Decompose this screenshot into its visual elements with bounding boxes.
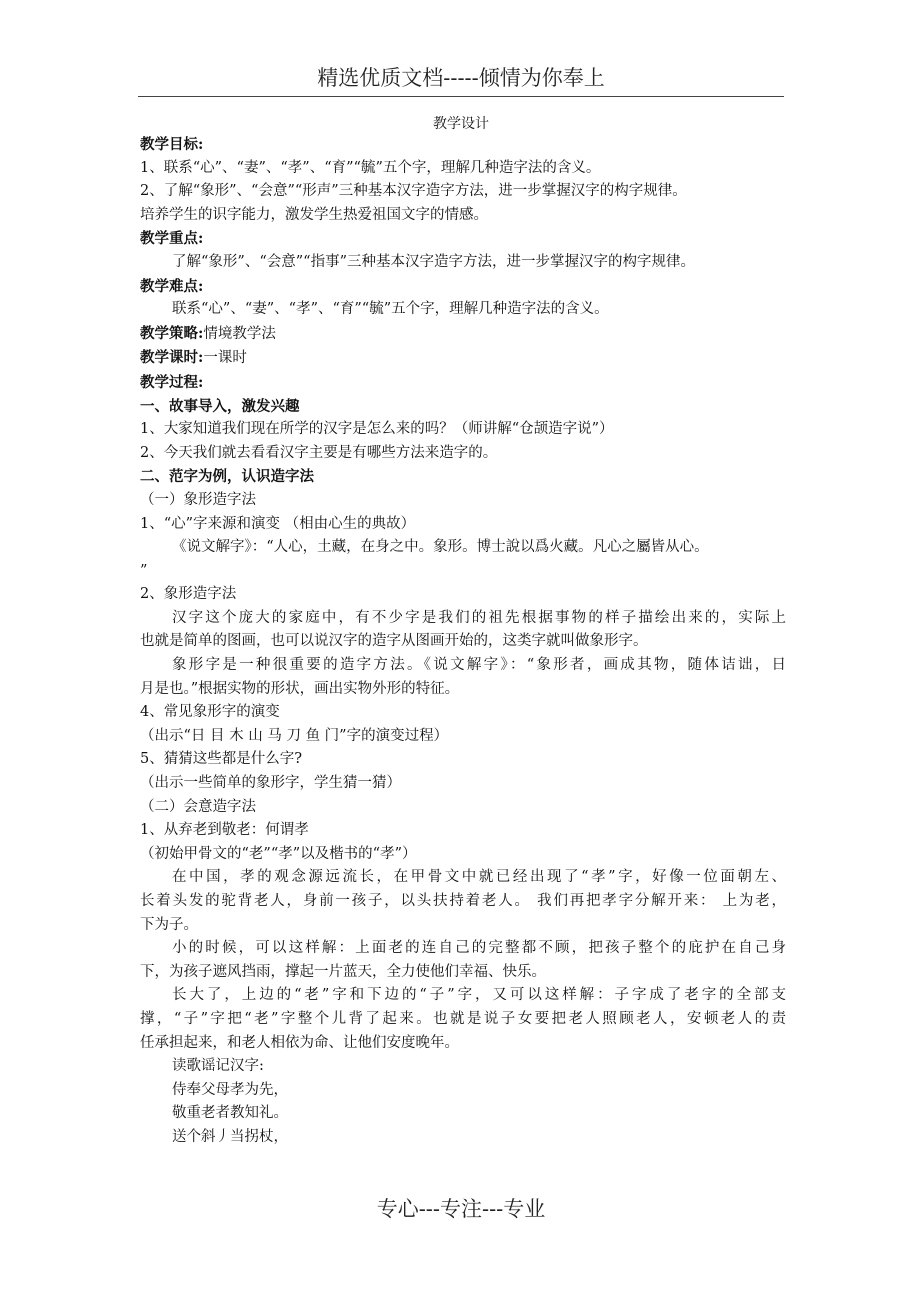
paragraph-line: 也就是简单的图画，也可以说汉字的造字从图画开始的，这类字就叫做象形字。 xyxy=(140,633,648,650)
header-divider xyxy=(138,96,784,97)
section-heading: 一、故事导入，激发兴趣 xyxy=(140,397,300,415)
page-footer: 专心---专注---专业 xyxy=(376,1197,546,1221)
song-line: 侍奉父母孝为先， xyxy=(172,1081,288,1098)
subsection-heading: （二）会意造字法 xyxy=(140,798,256,815)
paragraph-line: 在中国，孝的观念源远流长，在甲骨文中就已经出现了“孝”字，好像一位面朝左、 xyxy=(172,869,786,886)
hours-value: 一课时 xyxy=(203,350,247,367)
process-label: 教学过程: xyxy=(140,373,204,391)
goal-item: 培养学生的识字能力，激发学生热爱祖国文字的情感。 xyxy=(140,206,488,223)
strategy-value: 情境教学法 xyxy=(203,325,276,342)
hours-label: 教学课时: xyxy=(140,349,204,367)
quote-line: 《说文解字》：“人心，土藏，在身之中。象形。博士說以爲火藏。凡心之屬皆从心。 xyxy=(172,539,709,556)
key-points-label: 教学重点: xyxy=(140,230,204,248)
paragraph-line: 小的时候，可以这样解：上面老的连自己的完整都不顾，把孩子整个的庇护在自己身 xyxy=(172,940,786,957)
quote-line: ” xyxy=(140,562,148,579)
paragraph-line: 5、猜猜这些都是什么字? xyxy=(140,751,302,768)
paragraph-line: 2、象形造字法 xyxy=(140,586,237,603)
paragraph-line: 撑，“子”字把“老”字整个儿背了起来。也就是说子女要把老人照顾老人，安顿老人的责 xyxy=(140,1010,786,1027)
page-header: 精选优质文档-----倾情为你奉上 xyxy=(317,66,605,90)
paragraph-line: 下为子。 xyxy=(140,916,198,933)
paragraph-line: （出示一些简单的象形字，学生猜一猜） xyxy=(140,775,401,792)
paragraph-line: 长大了，上边的“老”字和下边的“子”字，又可以这样解：子字成了老字的全部支 xyxy=(172,987,786,1004)
goal-item: 2、了解“象形”、“会意”“形声”三种基本汉字造字方法，进一步掌握汉字的构字规律。 xyxy=(140,183,687,200)
paragraph-line: 月是也。”根据实物的形状，画出实物外形的特征。 xyxy=(140,680,460,697)
strategy-label: 教学策略: xyxy=(140,324,204,342)
strategy-row xyxy=(140,322,786,347)
subsection-heading: （一）象形造字法 xyxy=(140,491,256,508)
song-line: 敬重老者教知礼。 xyxy=(172,1105,288,1122)
difficulties-label: 教学难点: xyxy=(140,277,204,295)
paragraph-line: （初始甲骨文的“老”“孝”以及楷书的“孝”） xyxy=(140,845,417,862)
paragraph-line: （出示“日 目 木 山 马 刀 鱼 门”字的演变过程） xyxy=(140,727,449,744)
section-item: 2、今天我们就去看看汉字主要是有哪些方法来造字的。 xyxy=(140,444,498,461)
paragraph-line: 长着头发的驼背老人，身前一孩子，以头扶持着老人。 我们再把孝字分解开来： 上为老， xyxy=(140,893,786,909)
goal-item: 1、联系“心”、“妻”、“孝”、“育”“毓”五个字，理解几种造字法的含义。 xyxy=(140,159,601,176)
section-heading: 二、范字为例，认识造字法 xyxy=(140,468,314,486)
paragraph-line: 1、从弃老到敬老：何谓孝 xyxy=(140,822,309,839)
goals-label: 教学目标: xyxy=(140,136,204,153)
hours-row xyxy=(140,346,786,371)
paragraph-line: 汉字这个庞大的家庭中，有不少字是我们的祖先根据事物的样子描绘出来的，实际上 xyxy=(172,609,786,626)
paragraph-line: 1、“心”字来源和演变 （相由心生的典故） xyxy=(140,515,416,532)
paragraph-line: 任承担起来，和老人相依为命、让他们安度晚年。 xyxy=(140,1034,459,1051)
song-line: 送个斜丿当拐杖， xyxy=(172,1128,288,1145)
song-line: 读歌谣记汉字: xyxy=(172,1058,264,1075)
paragraph-line: 4、常见象形字的演变 xyxy=(140,704,280,721)
key-points-text: 了解“象形”、“会意”“指事”三种基本汉字造字方法，进一步掌握汉字的构字规律。 xyxy=(172,253,695,270)
document-body xyxy=(140,133,786,1150)
paragraph-line: 象形字是一种很重要的造字方法。《说文解字》：“象形者，画成其物，随体诘诎，日 xyxy=(172,657,786,674)
section-item: 1、大家知道我们现在所学的汉字是怎么来的吗？（师讲解“仓颉造字说”） xyxy=(140,421,614,438)
document-title: 教学设计 xyxy=(433,116,489,132)
paragraph-line: 下，为孩子遮风挡雨，撑起一片蓝天，全力使他们幸福、快乐。 xyxy=(140,963,546,980)
difficulties-text: 联系“心”、“妻”、“孝”、“育”“毓”五个字，理解几种造字法的含义。 xyxy=(172,301,609,318)
